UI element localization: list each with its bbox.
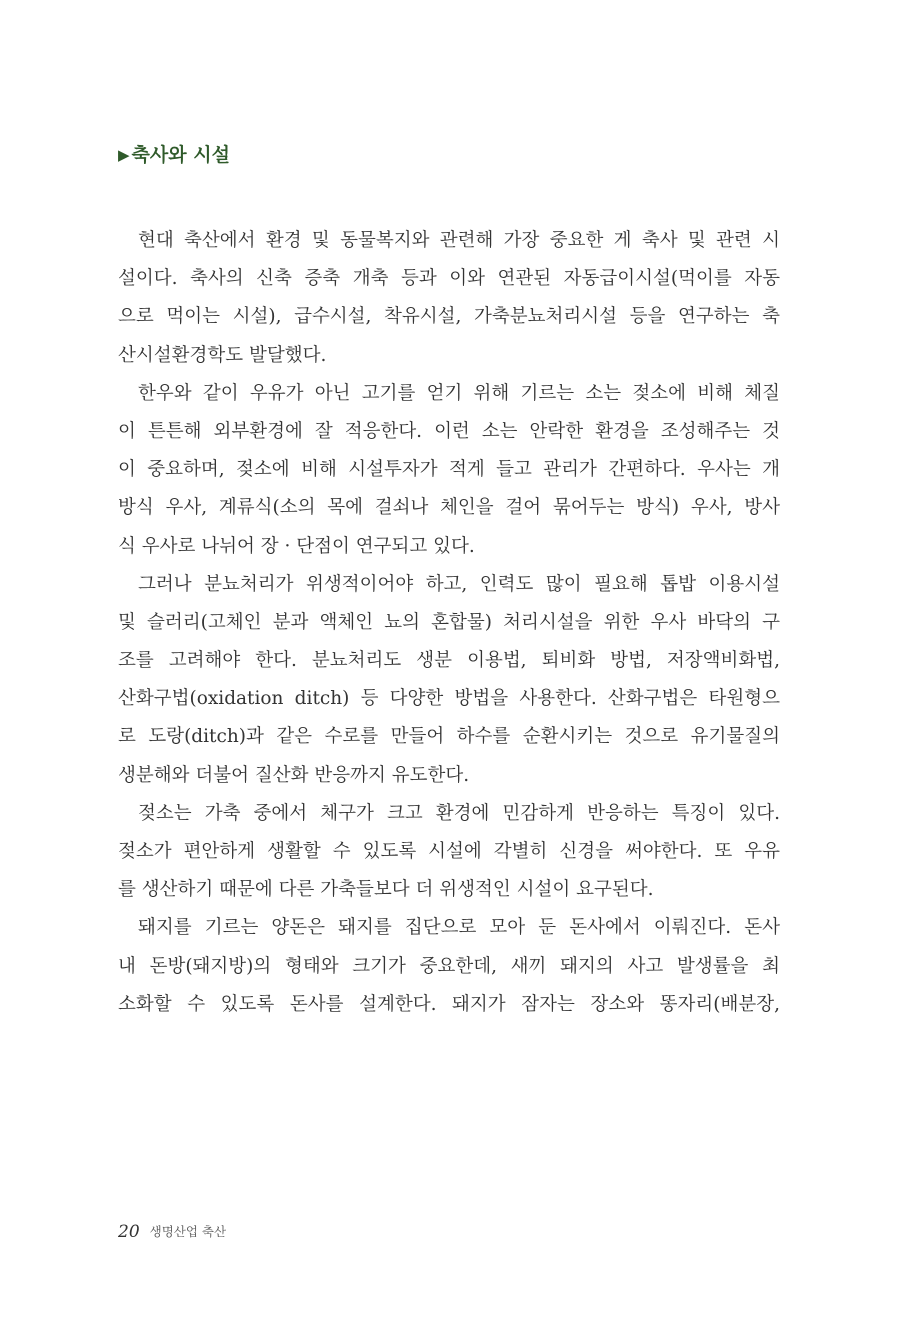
triangle-marker-icon: ▶: [118, 146, 130, 164]
paragraph: [118, 566, 780, 795]
section-title: 축사와 시설: [131, 144, 230, 166]
text-line: 로 도랑(ditch)과 같은 수로를 만들어 하수를 순환시키는 것으로 유기물질의: [118, 726, 780, 748]
text-line: 현대 축산에서 환경 및 동물복지와 관련해 가장 중요한 게 축사 및 관련 시: [138, 230, 780, 251]
text-line: 식 우사로 나뉘어 장 · 단점이 연구되고 있다.: [118, 535, 475, 557]
text-line: 그러나 분뇨처리가 위생적이어야 하고, 인력도 많이 필요해 톱밥 이용시설: [138, 573, 780, 595]
text-line: 젖소가 편안하게 생활할 수 있도록 시설에 각별히 신경을 써야한다. 또 우유: [118, 841, 780, 862]
paragraph: [118, 375, 780, 566]
text-line: 으로 먹이는 시설), 급수시설, 착유시설, 가축분뇨처리시설 등을 연구하는 축: [118, 306, 780, 328]
paragraph: [118, 222, 780, 375]
text-line: 를 생산하기 때문에 다른 가축들보다 더 위생적인 시설이 요구된다.: [118, 879, 654, 901]
page-footer: [118, 1222, 226, 1242]
page-number: 20: [118, 1222, 140, 1242]
text-line: 설이다. 축사의 신축 증축 개축 등과 이와 연관된 자동급이시설(먹이를 자동: [118, 268, 780, 290]
text-line: 산화구법(oxidation ditch) 등 다양한 방법을 사용한다. 산화구법은 타원형으: [118, 688, 780, 710]
text-line: 소화할 수 있도록 돈사를 설계한다. 돼지가 잠자는 장소와 똥자리(배분장,: [118, 993, 780, 1015]
section-heading: [118, 140, 230, 167]
text-line: 이 중요하며, 젖소에 비해 시설투자가 적게 들고 관리가 간편하다. 우사는 개: [118, 459, 780, 481]
text-line: 생분해와 더불어 질산화 반응까지 유도한다.: [118, 764, 470, 786]
text-line: 한우와 같이 우유가 아닌 고기를 얻기 위해 기르는 소는 젖소에 비해 체질: [138, 382, 780, 404]
paragraph: [118, 909, 780, 1024]
text-line: 조를 고려해야 한다. 분뇨처리도 생분 이용법, 퇴비화 방법, 저장액비화법,: [118, 650, 780, 672]
text-line: 내 돈방(돼지방)의 형태와 크기가 중요한데, 새끼 돼지의 사고 발생률을 최: [118, 955, 780, 977]
text-line: 젖소는 가축 중에서 체구가 크고 환경에 민감하게 반응하는 특징이 있다.: [138, 802, 780, 824]
paragraph: [118, 795, 780, 910]
running-title: 생명산업 축산: [149, 1224, 227, 1239]
text-line: 돼지를 기르는 양돈은 돼지를 집단으로 모아 둔 돈사에서 이뤄진다. 돈사: [138, 917, 780, 939]
text-line: 및 슬러리(고체인 분과 액체인 뇨의 혼합물) 처리시설을 위한 우사 바닥의 구: [118, 611, 780, 633]
text-line: 방식 우사, 계류식(소의 목에 걸쇠나 체인을 걸어 묶어두는 방식) 우사, 방사: [118, 497, 780, 519]
text-line: 이 튼튼해 외부환경에 잘 적응한다. 이런 소는 안락한 환경을 조성해주는 것: [118, 420, 780, 442]
text-line: 산시설환경학도 발달했다.: [118, 344, 327, 366]
body-text: [118, 222, 780, 1024]
